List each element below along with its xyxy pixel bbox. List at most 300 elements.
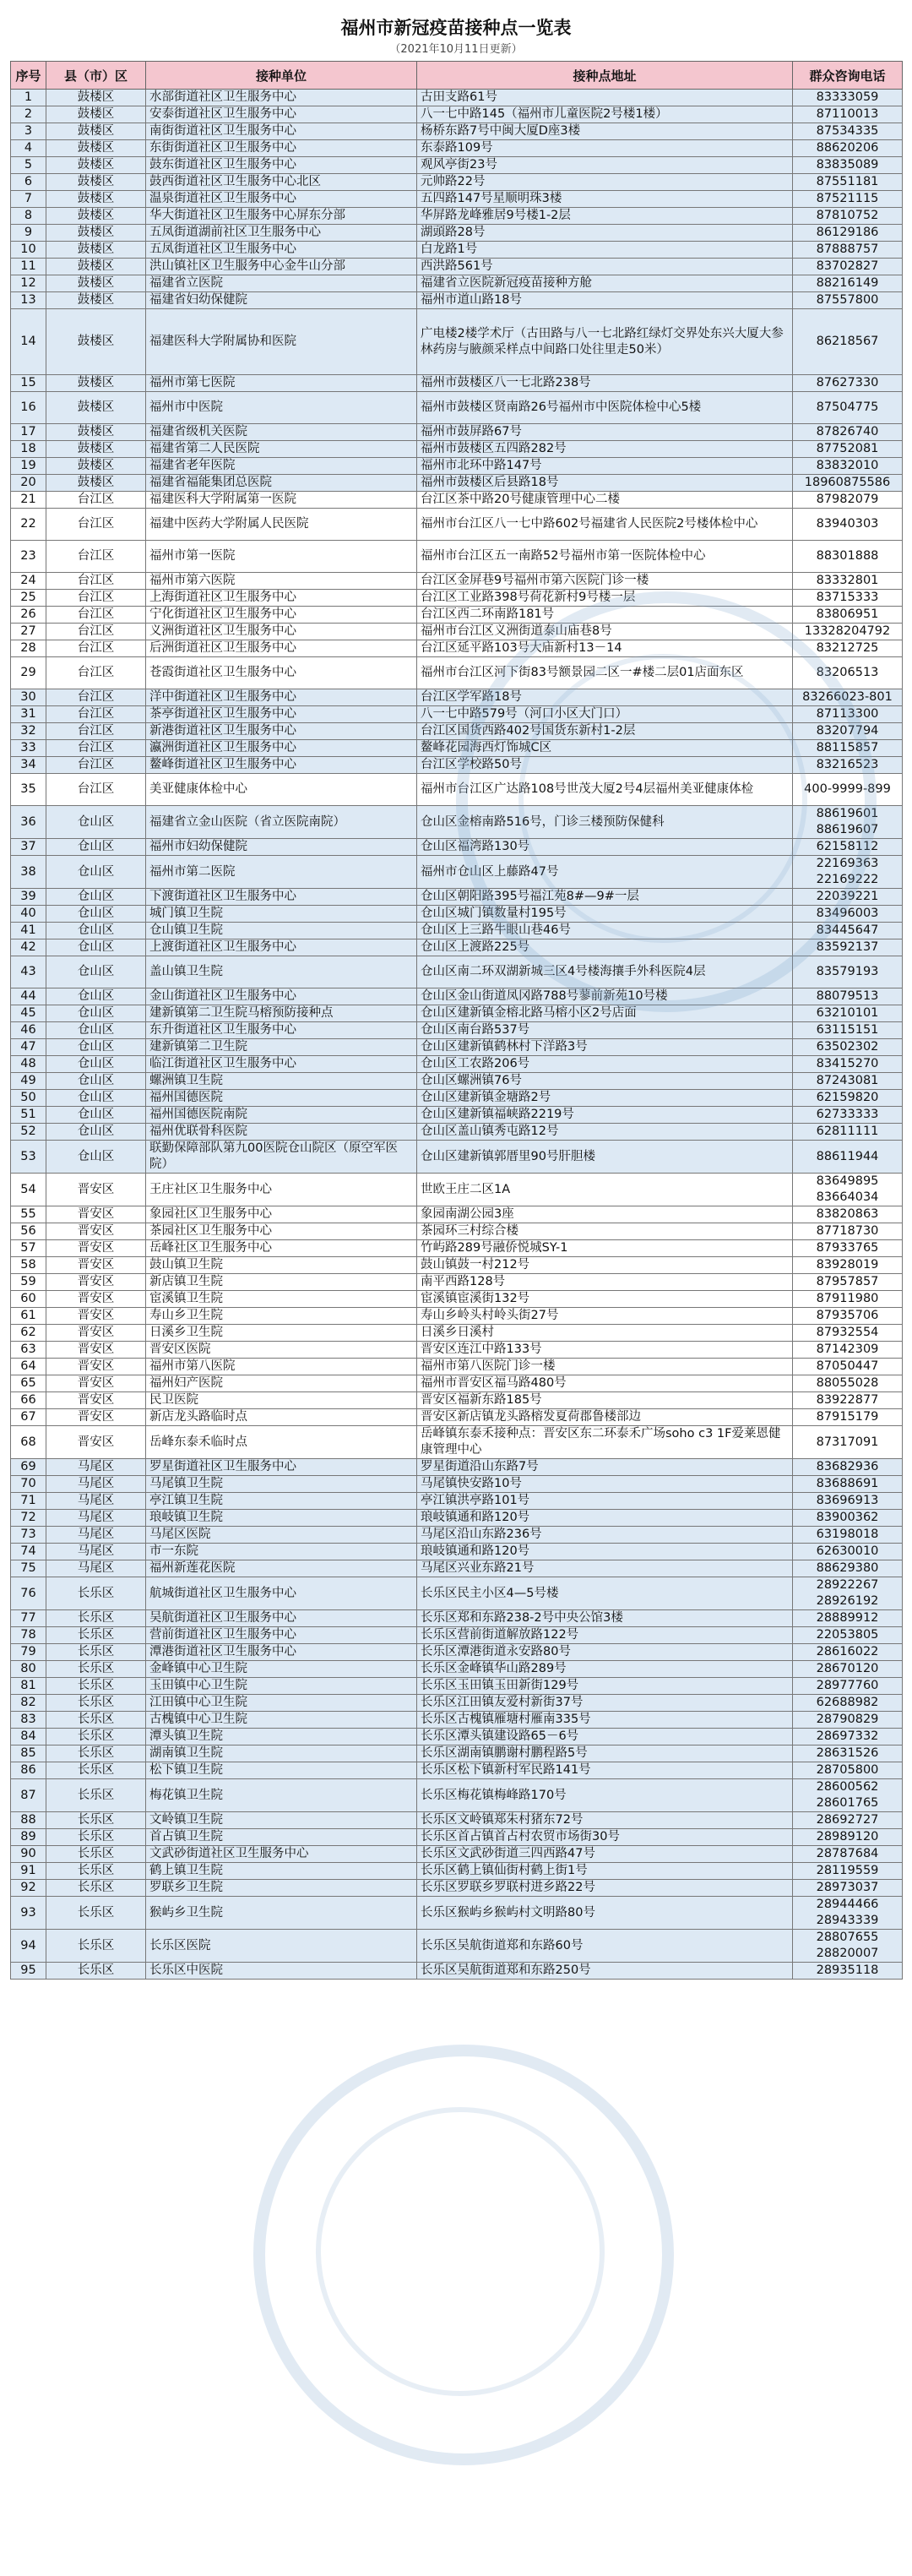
- row-address: 长乐区松下镇新村军民路141号: [417, 1762, 793, 1779]
- row-unit-name: 东街街道社区卫生服务中心: [146, 140, 417, 157]
- row-phone: [793, 1476, 903, 1493]
- phone-number: 87142309: [816, 1342, 879, 1356]
- row-index: 89: [11, 1829, 46, 1846]
- row-unit-name: 晋安区医院: [146, 1342, 417, 1359]
- table-row: [11, 1257, 903, 1274]
- phone-number: 28692727: [816, 1813, 879, 1827]
- row-index: 84: [11, 1729, 46, 1745]
- table-row: [11, 1359, 903, 1375]
- row-address: 福州市台江区八一七中路602号福建省人民医院2号楼体检中心: [417, 509, 793, 541]
- row-address: 琅岐镇通和路120号: [417, 1510, 793, 1527]
- phone-number: 88079513: [816, 989, 879, 1003]
- row-index: 92: [11, 1880, 46, 1897]
- row-unit-name: 福建省妇幼保健院: [146, 292, 417, 309]
- row-address: 福州市台江区河下街83号额景园二区一#楼二层01店面东区: [417, 657, 793, 689]
- row-index: 95: [11, 1963, 46, 1980]
- row-address: 福建省立医院新冠疫苗接种方舱: [417, 275, 793, 292]
- row-district: 鼓楼区: [46, 392, 146, 424]
- row-phone: [793, 1812, 903, 1829]
- row-district: 台江区: [46, 740, 146, 757]
- table-row: [11, 1223, 903, 1240]
- row-unit-name: 岳峰社区卫生服务中心: [146, 1240, 417, 1257]
- phone-number: 28807655: [816, 1931, 879, 1944]
- row-unit-name: 水部街道社区卫生服务中心: [146, 90, 417, 106]
- row-district: 长乐区: [46, 1610, 146, 1627]
- row-index: 90: [11, 1846, 46, 1863]
- row-phone: [793, 1510, 903, 1527]
- row-index: 36: [11, 806, 46, 839]
- row-address: 仓山区螺洲镇76号: [417, 1073, 793, 1090]
- header-district: 县（市）区: [46, 62, 146, 90]
- row-district: 鼓楼区: [46, 157, 146, 174]
- row-unit-name: 金峰镇中心卫生院: [146, 1661, 417, 1678]
- row-phone: [793, 740, 903, 757]
- row-index: 25: [11, 590, 46, 607]
- row-index: 27: [11, 624, 46, 640]
- row-unit-name: 联勤保障部队第九00医院仓山院区（原空军医院）: [146, 1141, 417, 1174]
- row-address: 长乐区湖南镇鹏谢村鹏程路5号: [417, 1745, 793, 1762]
- row-phone: [793, 1745, 903, 1762]
- phone-number: 28790829: [816, 1713, 879, 1726]
- row-district: 鼓楼区: [46, 208, 146, 225]
- row-address: 仓山区建新镇金塘路2号: [417, 1090, 793, 1107]
- row-district: 鼓楼区: [46, 424, 146, 441]
- row-district: 晋安区: [46, 1308, 146, 1325]
- row-unit-name: 宁化街道社区卫生服务中心: [146, 607, 417, 624]
- row-district: 长乐区: [46, 1678, 146, 1695]
- row-index: 14: [11, 309, 46, 375]
- table-row: [11, 1206, 903, 1223]
- row-index: 43: [11, 956, 46, 988]
- table-row: [11, 1141, 903, 1174]
- row-district: 鼓楼区: [46, 106, 146, 123]
- row-phone: [793, 1426, 903, 1459]
- row-address: 晋安区连江中路133号: [417, 1342, 793, 1359]
- row-unit-name: 仓山镇卫生院: [146, 923, 417, 939]
- row-district: 仓山区: [46, 806, 146, 839]
- row-phone: [793, 458, 903, 475]
- table-row: [11, 475, 903, 492]
- table-row: [11, 1409, 903, 1426]
- row-phone: [793, 1291, 903, 1308]
- row-phone: [793, 1729, 903, 1745]
- row-district: 晋安区: [46, 1325, 146, 1342]
- row-address: 亭江镇洪亭路101号: [417, 1493, 793, 1510]
- row-district: 长乐区: [46, 1930, 146, 1963]
- phone-number: 88216149: [816, 276, 879, 290]
- table-row: [11, 225, 903, 242]
- phone-number: 83922877: [816, 1393, 879, 1407]
- row-phone: [793, 1493, 903, 1510]
- row-address: 台江区茶中路20号健康管理中心二楼: [417, 492, 793, 509]
- table-row: [11, 1644, 903, 1661]
- row-unit-name: 茶亭街道社区卫生服务中心: [146, 706, 417, 723]
- row-phone: [793, 541, 903, 573]
- table-row: [11, 1493, 903, 1510]
- row-phone: [793, 441, 903, 458]
- row-index: 44: [11, 988, 46, 1005]
- phone-number: 87110013: [816, 107, 879, 121]
- row-phone: [793, 225, 903, 242]
- row-district: 鼓楼区: [46, 174, 146, 191]
- table-row: [11, 1829, 903, 1846]
- table-row: [11, 375, 903, 392]
- row-unit-name: 福州市第二医院: [146, 856, 417, 889]
- row-district: 仓山区: [46, 1090, 146, 1107]
- row-district: 长乐区: [46, 1963, 146, 1980]
- row-address: 仓山区工农路206号: [417, 1056, 793, 1073]
- row-district: 马尾区: [46, 1560, 146, 1577]
- row-unit-name: 上渡街道社区卫生服务中心: [146, 939, 417, 956]
- table-row: [11, 1812, 903, 1829]
- row-address: 长乐区潭头镇建设路65－6号: [417, 1729, 793, 1745]
- row-index: 8: [11, 208, 46, 225]
- phone-number: 28889912: [816, 1611, 879, 1625]
- phone-number: 83649895: [816, 1174, 879, 1188]
- row-district: 晋安区: [46, 1392, 146, 1409]
- phone-number: 28670120: [816, 1662, 879, 1675]
- row-index: 83: [11, 1712, 46, 1729]
- row-index: 24: [11, 573, 46, 590]
- table-row: [11, 590, 903, 607]
- row-phone: [793, 1678, 903, 1695]
- row-unit-name: 寿山乡卫生院: [146, 1308, 417, 1325]
- row-address: 白龙路1号: [417, 242, 793, 259]
- row-address: 长乐区江田镇友爱村新街37号: [417, 1695, 793, 1712]
- row-address: 仓山区上渡路225号: [417, 939, 793, 956]
- row-address: 台江区金屏巷9号福州市第六医院门诊一楼: [417, 573, 793, 590]
- table-row: [11, 740, 903, 757]
- table-row: [11, 906, 903, 923]
- table-body: [11, 90, 903, 1980]
- row-unit-name: 长乐区中医院: [146, 1963, 417, 1980]
- phone-number: 83900362: [816, 1511, 879, 1524]
- phone-number: 83715333: [816, 591, 879, 604]
- row-district: 仓山区: [46, 1056, 146, 1073]
- row-phone: [793, 392, 903, 424]
- row-phone: [793, 1644, 903, 1661]
- row-index: 57: [11, 1240, 46, 1257]
- row-district: 台江区: [46, 590, 146, 607]
- table-row: [11, 1627, 903, 1644]
- row-index: 61: [11, 1308, 46, 1325]
- phone-number: 83212725: [816, 641, 879, 655]
- row-unit-name: 福州市第一医院: [146, 541, 417, 573]
- row-district: 鼓楼区: [46, 191, 146, 208]
- table-row: [11, 1022, 903, 1039]
- row-index: 87: [11, 1779, 46, 1812]
- phone-number: 22169222: [816, 873, 879, 886]
- row-index: 29: [11, 657, 46, 689]
- row-unit-name: 猴屿乡卫生院: [146, 1897, 417, 1930]
- row-address: 福州市第八医院门诊一楼: [417, 1359, 793, 1375]
- table-row: [11, 1846, 903, 1863]
- row-index: 58: [11, 1257, 46, 1274]
- row-unit-name: 上海街道社区卫生服务中心: [146, 590, 417, 607]
- phone-number: 87113300: [816, 707, 879, 721]
- row-address: 福州市鼓屏路67号: [417, 424, 793, 441]
- phone-number: 28935118: [816, 1963, 879, 1977]
- row-district: 马尾区: [46, 1510, 146, 1527]
- row-unit-name: 罗联乡卫生院: [146, 1880, 417, 1897]
- row-unit-name: 鼓西街道社区卫生服务中心北区: [146, 174, 417, 191]
- table-row: [11, 191, 903, 208]
- phone-number: 83333059: [816, 90, 879, 104]
- row-index: 5: [11, 157, 46, 174]
- row-phone: [793, 1627, 903, 1644]
- table-row: [11, 1459, 903, 1476]
- phone-number: 28977760: [816, 1679, 879, 1692]
- row-unit-name: 航城街道社区卫生服务中心: [146, 1577, 417, 1610]
- row-phone: [793, 906, 903, 923]
- row-phone: [793, 157, 903, 174]
- row-district: 仓山区: [46, 1141, 146, 1174]
- table-row: [11, 1610, 903, 1627]
- row-index: 12: [11, 275, 46, 292]
- phone-number: 87557800: [816, 293, 879, 307]
- row-index: 68: [11, 1426, 46, 1459]
- row-unit-name: 苍霞街道社区卫生服务中心: [146, 657, 417, 689]
- row-index: 74: [11, 1544, 46, 1560]
- row-phone: [793, 174, 903, 191]
- row-unit-name: 王庄社区卫生服务中心: [146, 1174, 417, 1206]
- table-row: [11, 573, 903, 590]
- row-address: 福州市台江区义洲街道泰山庙巷8号: [417, 624, 793, 640]
- row-district: 仓山区: [46, 856, 146, 889]
- phone-number: 83928019: [816, 1258, 879, 1272]
- table-row: [11, 1678, 903, 1695]
- row-unit-name: 首占镇卫生院: [146, 1829, 417, 1846]
- row-unit-name: 福建省立医院: [146, 275, 417, 292]
- row-address: 仓山区建新镇福峡路2219号: [417, 1107, 793, 1124]
- phone-number: 83940303: [816, 517, 879, 531]
- row-address: 长乐区郑和东路238-2号中央公馆3楼: [417, 1610, 793, 1627]
- row-unit-name: 五凤街道湖前社区卫生服务中心: [146, 225, 417, 242]
- phone-number: 83806951: [816, 607, 879, 621]
- row-index: 7: [11, 191, 46, 208]
- row-unit-name: 温泉街道社区卫生服务中心: [146, 191, 417, 208]
- row-address: 元帅路22号: [417, 174, 793, 191]
- table-row: [11, 1056, 903, 1073]
- row-index: 67: [11, 1409, 46, 1426]
- row-district: 台江区: [46, 492, 146, 509]
- row-unit-name: 日溪乡卫生院: [146, 1325, 417, 1342]
- row-address: 仓山区盖山镇秀屯路12号: [417, 1124, 793, 1141]
- row-index: 71: [11, 1493, 46, 1510]
- phone-number: 88115857: [816, 741, 879, 754]
- row-unit-name: 福建中医药大学附属人民医院: [146, 509, 417, 541]
- row-phone: [793, 492, 903, 509]
- row-phone: [793, 475, 903, 492]
- phone-number: 400-9999-899: [804, 782, 891, 796]
- row-unit-name: 新港街道社区卫生服务中心: [146, 723, 417, 740]
- table-row: [11, 1090, 903, 1107]
- table-row: [11, 607, 903, 624]
- phone-number: 28697332: [816, 1729, 879, 1743]
- row-address: 象园南湖公园3座: [417, 1206, 793, 1223]
- row-district: 长乐区: [46, 1846, 146, 1863]
- phone-number: 62158112: [816, 840, 879, 853]
- row-address: 世欧王庄二区1A: [417, 1174, 793, 1206]
- row-phone: [793, 1375, 903, 1392]
- phone-number: 22053805: [816, 1628, 879, 1642]
- row-index: 3: [11, 123, 46, 140]
- row-unit-name: 玉田镇中心卫生院: [146, 1678, 417, 1695]
- table-row: [11, 1880, 903, 1897]
- row-district: 长乐区: [46, 1729, 146, 1745]
- row-index: 88: [11, 1812, 46, 1829]
- row-phone: [793, 889, 903, 906]
- row-phone: [793, 956, 903, 988]
- row-unit-name: 鳌峰街道社区卫生服务中心: [146, 757, 417, 774]
- table-row: [11, 806, 903, 839]
- table-row: [11, 1124, 903, 1141]
- table-row: [11, 689, 903, 706]
- row-index: 66: [11, 1392, 46, 1409]
- table-row: [11, 1107, 903, 1124]
- row-phone: [793, 1308, 903, 1325]
- table-row: [11, 208, 903, 225]
- row-phone: [793, 1459, 903, 1476]
- phone-number: 87317091: [816, 1435, 879, 1449]
- row-address: 台江区延平路103号大庙新村13－14: [417, 640, 793, 657]
- row-unit-name: 东升街道社区卫生服务中心: [146, 1022, 417, 1039]
- phone-number: 83206513: [816, 666, 879, 679]
- row-address: 南平西路128号: [417, 1274, 793, 1291]
- row-index: 39: [11, 889, 46, 906]
- row-address: 鼓山镇鼓一村212号: [417, 1257, 793, 1274]
- row-unit-name: 湖南镇卫生院: [146, 1745, 417, 1762]
- row-address: 仓山区金山街道凤冈路788号蓼前新苑10号楼: [417, 988, 793, 1005]
- table-row: [11, 1963, 903, 1980]
- row-index: 73: [11, 1527, 46, 1544]
- row-district: 鼓楼区: [46, 225, 146, 242]
- seal-watermark-bottom: [253, 2045, 674, 2465]
- row-unit-name: 义洲街道社区卫生服务中心: [146, 624, 417, 640]
- row-phone: [793, 1880, 903, 1897]
- row-district: 长乐区: [46, 1745, 146, 1762]
- row-index: 1: [11, 90, 46, 106]
- row-unit-name: 鹤上镇卫生院: [146, 1863, 417, 1880]
- row-index: 38: [11, 856, 46, 889]
- row-address: 福州市台江区五一南路52号福州市第一医院体检中心: [417, 541, 793, 573]
- phone-number: 83696913: [816, 1494, 879, 1507]
- row-index: 13: [11, 292, 46, 309]
- row-district: 鼓楼区: [46, 90, 146, 106]
- table-row: [11, 657, 903, 689]
- phone-number: 63210101: [816, 1006, 879, 1020]
- table-row: [11, 242, 903, 259]
- row-address: 马尾镇快安路10号: [417, 1476, 793, 1493]
- phone-number: 87504775: [816, 400, 879, 414]
- row-unit-name: 洋中街道社区卫生服务中心: [146, 689, 417, 706]
- table-row: [11, 1712, 903, 1729]
- table-row: [11, 774, 903, 806]
- row-phone: [793, 1090, 903, 1107]
- phone-number: 28600562: [816, 1780, 879, 1794]
- row-phone: [793, 657, 903, 689]
- row-district: 长乐区: [46, 1762, 146, 1779]
- row-address: 长乐区梅花镇梅峰路170号: [417, 1779, 793, 1812]
- row-unit-name: 后洲街道社区卫生服务中心: [146, 640, 417, 657]
- table-row: [11, 259, 903, 275]
- table-row: [11, 1375, 903, 1392]
- row-index: 55: [11, 1206, 46, 1223]
- row-index: 47: [11, 1039, 46, 1056]
- row-phone: [793, 1577, 903, 1610]
- row-index: 40: [11, 906, 46, 923]
- row-phone: [793, 1073, 903, 1090]
- table-row: [11, 1762, 903, 1779]
- phone-number: 28922267: [816, 1578, 879, 1592]
- row-unit-name: 鼓山镇卫生院: [146, 1257, 417, 1274]
- phone-number: 22039221: [816, 890, 879, 903]
- table-row: [11, 541, 903, 573]
- row-address: 八一七中路145（福州市儿童医院2号楼1楼）: [417, 106, 793, 123]
- row-unit-name: 福建省老年医院: [146, 458, 417, 475]
- table-row: [11, 856, 903, 889]
- phone-number: 18960875586: [804, 476, 891, 489]
- row-address: 马尾区沿山东路236号: [417, 1527, 793, 1544]
- row-district: 马尾区: [46, 1476, 146, 1493]
- phone-number: 87826740: [816, 425, 879, 438]
- table-row: [11, 458, 903, 475]
- row-index: 41: [11, 923, 46, 939]
- table-row: [11, 1527, 903, 1544]
- phone-number: 28787684: [816, 1847, 879, 1860]
- row-district: 晋安区: [46, 1342, 146, 1359]
- phone-number: 87935706: [816, 1309, 879, 1322]
- row-index: 63: [11, 1342, 46, 1359]
- row-district: 台江区: [46, 541, 146, 573]
- row-district: 台江区: [46, 706, 146, 723]
- row-district: 台江区: [46, 757, 146, 774]
- row-index: 4: [11, 140, 46, 157]
- phone-number: 28989120: [816, 1830, 879, 1844]
- row-phone: [793, 123, 903, 140]
- row-district: 鼓楼区: [46, 275, 146, 292]
- row-unit-name: 马尾镇卫生院: [146, 1476, 417, 1493]
- row-index: 42: [11, 939, 46, 956]
- row-district: 长乐区: [46, 1779, 146, 1812]
- table-row: [11, 1510, 903, 1527]
- table-row: [11, 1930, 903, 1963]
- row-phone: [793, 723, 903, 740]
- table-row: [11, 1308, 903, 1325]
- row-unit-name: 建新镇第二卫生院: [146, 1039, 417, 1056]
- row-unit-name: 宦溪镇卫生院: [146, 1291, 417, 1308]
- table-row: [11, 140, 903, 157]
- row-district: 晋安区: [46, 1174, 146, 1206]
- row-phone: [793, 607, 903, 624]
- table-row: [11, 889, 903, 906]
- table-row: [11, 988, 903, 1005]
- row-phone: [793, 1846, 903, 1863]
- table-row: [11, 1695, 903, 1712]
- row-index: 52: [11, 1124, 46, 1141]
- phone-number: 28119559: [816, 1864, 879, 1877]
- table-row: [11, 1274, 903, 1291]
- row-address: 仓山区福湾路130号: [417, 839, 793, 856]
- row-unit-name: 福州市中医院: [146, 392, 417, 424]
- row-phone: [793, 1141, 903, 1174]
- row-address: 东泰路109号: [417, 140, 793, 157]
- table-row: [11, 1426, 903, 1459]
- row-unit-name: 建新镇第二卫生院马榕预防接种点: [146, 1005, 417, 1022]
- row-district: 晋安区: [46, 1206, 146, 1223]
- row-address: 鳌峰花园海西灯饰城C区: [417, 740, 793, 757]
- row-index: 15: [11, 375, 46, 392]
